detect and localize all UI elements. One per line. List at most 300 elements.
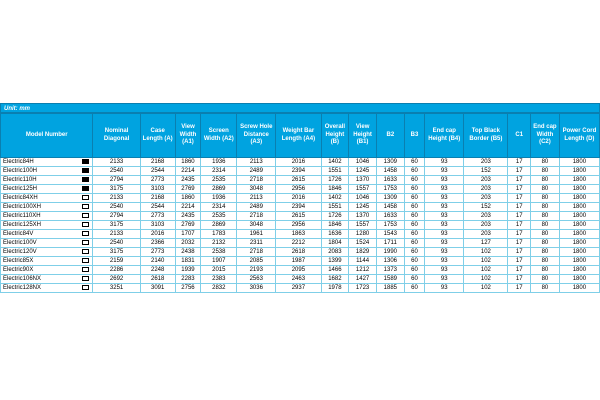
white-color-swatch: [82, 195, 89, 200]
value-cell: 2489: [237, 203, 276, 212]
value-cell: 2832: [201, 284, 237, 293]
value-cell: 2438: [175, 248, 201, 257]
value-cell: 1524: [349, 239, 377, 248]
table-row: [1, 248, 600, 257]
table-row: [1, 167, 600, 176]
value-cell: 2535: [201, 176, 237, 185]
value-cell: 1800: [559, 203, 599, 212]
value-cell: 2718: [237, 212, 276, 221]
value-cell: 1245: [349, 167, 377, 176]
value-cell: 2159: [93, 257, 140, 266]
value-cell: 1936: [201, 194, 237, 203]
value-cell: 2540: [93, 167, 140, 176]
value-cell: 1370: [349, 176, 377, 185]
value-cell: 93: [425, 284, 464, 293]
value-cell: 1907: [201, 257, 237, 266]
value-cell: 2956: [276, 185, 321, 194]
white-color-swatch: [82, 249, 89, 254]
value-cell: 93: [425, 266, 464, 275]
value-cell: 80: [531, 239, 560, 248]
value-cell: 1589: [376, 275, 404, 284]
value-cell: 3175: [93, 185, 140, 194]
white-color-swatch: [82, 258, 89, 263]
value-cell: 1543: [376, 230, 404, 239]
value-cell: 1458: [376, 203, 404, 212]
value-cell: 1212: [349, 266, 377, 275]
value-cell: 2140: [140, 257, 175, 266]
value-cell: 2773: [140, 176, 175, 185]
value-cell: 80: [531, 167, 560, 176]
model-cell: [1, 194, 93, 203]
model-name: Electric120V: [3, 249, 37, 255]
value-cell: 17: [508, 194, 531, 203]
value-cell: 17: [508, 185, 531, 194]
value-cell: 127: [464, 239, 508, 248]
column-header: View Width (A1): [175, 114, 201, 158]
value-cell: 1800: [559, 221, 599, 230]
model-name: Electric84XH: [3, 195, 38, 201]
value-cell: 2535: [201, 212, 237, 221]
value-cell: 2540: [93, 203, 140, 212]
value-cell: 2133: [93, 194, 140, 203]
value-cell: 2463: [276, 275, 321, 284]
value-cell: 93: [425, 176, 464, 185]
value-cell: 203: [464, 185, 508, 194]
value-cell: 3103: [140, 221, 175, 230]
value-cell: 102: [464, 275, 508, 284]
value-cell: 1800: [559, 230, 599, 239]
value-cell: 152: [464, 167, 508, 176]
value-cell: 1846: [321, 185, 349, 194]
white-color-swatch: [82, 276, 89, 281]
value-cell: 2956: [276, 221, 321, 230]
model-cell: [1, 248, 93, 257]
value-cell: 1402: [321, 158, 349, 167]
model-name: Electric84H: [3, 159, 34, 165]
value-cell: 17: [508, 158, 531, 167]
value-cell: 3091: [140, 284, 175, 293]
value-cell: 80: [531, 266, 560, 275]
value-cell: 1280: [349, 230, 377, 239]
value-cell: 2314: [201, 167, 237, 176]
value-cell: 2538: [201, 248, 237, 257]
column-header: View Height (B1): [349, 114, 377, 158]
value-cell: 93: [425, 248, 464, 257]
value-cell: 17: [508, 176, 531, 185]
value-cell: 1726: [321, 176, 349, 185]
value-cell: 2193: [237, 266, 276, 275]
value-cell: 60: [404, 185, 425, 194]
white-color-swatch: [82, 222, 89, 227]
model-name: Electric100H: [3, 168, 38, 174]
value-cell: 1633: [376, 212, 404, 221]
value-cell: 93: [425, 275, 464, 284]
value-cell: 17: [508, 230, 531, 239]
value-cell: 102: [464, 257, 508, 266]
model-cell: [1, 221, 93, 230]
table-row: [1, 158, 600, 167]
value-cell: 2435: [175, 176, 201, 185]
model-cell: [1, 167, 93, 176]
value-cell: 1863: [276, 230, 321, 239]
dimensions-table: [0, 113, 600, 293]
value-cell: 1557: [349, 221, 377, 230]
value-cell: 93: [425, 203, 464, 212]
value-cell: 2133: [93, 158, 140, 167]
value-cell: 2212: [276, 239, 321, 248]
value-cell: 1939: [175, 266, 201, 275]
value-cell: 1800: [559, 275, 599, 284]
value-cell: 60: [404, 266, 425, 275]
white-color-swatch: [82, 213, 89, 218]
value-cell: 1399: [321, 257, 349, 266]
value-cell: 1783: [201, 230, 237, 239]
black-color-swatch: [82, 186, 89, 191]
table-row: [1, 203, 600, 212]
black-color-swatch: [82, 168, 89, 173]
value-cell: 60: [404, 194, 425, 203]
value-cell: 60: [404, 257, 425, 266]
value-cell: 93: [425, 221, 464, 230]
value-cell: 1831: [175, 257, 201, 266]
value-cell: 2214: [175, 167, 201, 176]
model-name: Electric125XH: [3, 222, 42, 228]
white-color-swatch: [82, 267, 89, 272]
value-cell: 80: [531, 212, 560, 221]
value-cell: 17: [508, 167, 531, 176]
value-cell: 60: [404, 167, 425, 176]
value-cell: 93: [425, 212, 464, 221]
model-cell: [1, 284, 93, 293]
table-row: [1, 275, 600, 284]
value-cell: 2544: [140, 167, 175, 176]
value-cell: 17: [508, 212, 531, 221]
value-cell: 17: [508, 275, 531, 284]
value-cell: 1800: [559, 194, 599, 203]
model-name: Electric125H: [3, 186, 38, 192]
value-cell: 2168: [140, 158, 175, 167]
white-color-swatch: [82, 285, 89, 290]
value-cell: 60: [404, 284, 425, 293]
value-cell: 1800: [559, 167, 599, 176]
value-cell: 60: [404, 203, 425, 212]
value-cell: 1860: [175, 194, 201, 203]
value-cell: 60: [404, 230, 425, 239]
unit-label: Unit: mm: [0, 103, 600, 113]
column-header: End cap Width (C2): [531, 114, 560, 158]
table-row: [1, 230, 600, 239]
value-cell: 1846: [321, 221, 349, 230]
value-cell: 1373: [376, 266, 404, 275]
value-cell: 2544: [140, 203, 175, 212]
value-cell: 1800: [559, 266, 599, 275]
value-cell: 152: [464, 203, 508, 212]
value-cell: 93: [425, 257, 464, 266]
value-cell: 2085: [237, 257, 276, 266]
value-cell: 1800: [559, 212, 599, 221]
value-cell: 1753: [376, 221, 404, 230]
value-cell: 2718: [237, 176, 276, 185]
value-cell: 2015: [201, 266, 237, 275]
value-cell: 2016: [276, 194, 321, 203]
model-cell: [1, 239, 93, 248]
white-color-swatch: [82, 231, 89, 236]
value-cell: 3048: [237, 221, 276, 230]
model-name: Electric90X: [3, 267, 34, 273]
value-cell: 1466: [321, 266, 349, 275]
value-cell: 17: [508, 266, 531, 275]
value-cell: 203: [464, 212, 508, 221]
value-cell: 2869: [201, 221, 237, 230]
value-cell: 203: [464, 194, 508, 203]
value-cell: 1987: [276, 257, 321, 266]
value-cell: 102: [464, 284, 508, 293]
value-cell: 1144: [349, 257, 377, 266]
spec-sheet: [0, 103, 600, 293]
value-cell: 1633: [376, 176, 404, 185]
value-cell: 2113: [237, 158, 276, 167]
value-cell: 2168: [140, 194, 175, 203]
value-cell: 60: [404, 275, 425, 284]
table-row: [1, 266, 600, 275]
value-cell: 3251: [93, 284, 140, 293]
value-cell: 80: [531, 230, 560, 239]
model-name: Electric110XH: [3, 213, 41, 219]
value-cell: 60: [404, 176, 425, 185]
value-cell: 2794: [93, 212, 140, 221]
model-name: Electric110H: [3, 177, 37, 183]
white-color-swatch: [82, 204, 89, 209]
model-cell: [1, 158, 93, 167]
value-cell: 17: [508, 239, 531, 248]
model-cell: [1, 230, 93, 239]
value-cell: 1885: [376, 284, 404, 293]
value-cell: 80: [531, 194, 560, 203]
value-cell: 1402: [321, 194, 349, 203]
value-cell: 2133: [93, 230, 140, 239]
value-cell: 2618: [140, 275, 175, 284]
value-cell: 2113: [237, 194, 276, 203]
table-row: [1, 185, 600, 194]
value-cell: 80: [531, 248, 560, 257]
value-cell: 3048: [237, 185, 276, 194]
value-cell: 1829: [349, 248, 377, 257]
value-cell: 17: [508, 221, 531, 230]
value-cell: 203: [464, 221, 508, 230]
value-cell: 93: [425, 158, 464, 167]
model-cell: [1, 212, 93, 221]
value-cell: 1726: [321, 212, 349, 221]
value-cell: 2214: [175, 203, 201, 212]
value-cell: 1636: [321, 230, 349, 239]
column-header: Screen Width (A2): [201, 114, 237, 158]
model-cell: [1, 203, 93, 212]
value-cell: 2435: [175, 212, 201, 221]
value-cell: 93: [425, 167, 464, 176]
value-cell: 1245: [349, 203, 377, 212]
value-cell: 1990: [376, 248, 404, 257]
column-header: Overall Height (B): [321, 114, 349, 158]
value-cell: 1557: [349, 185, 377, 194]
value-cell: 1551: [321, 167, 349, 176]
value-cell: 93: [425, 194, 464, 203]
value-cell: 2869: [201, 185, 237, 194]
value-cell: 80: [531, 203, 560, 212]
value-cell: 2615: [276, 176, 321, 185]
value-cell: 2692: [93, 275, 140, 284]
model-cell: [1, 176, 93, 185]
column-header: Top Black Border (B5): [464, 114, 508, 158]
value-cell: 2563: [237, 275, 276, 284]
column-header: Nominal Diagonal: [93, 114, 140, 158]
value-cell: 2016: [276, 158, 321, 167]
value-cell: 2769: [175, 221, 201, 230]
column-header: Power Cord Length (D): [559, 114, 599, 158]
model-name: Electric106NX: [3, 276, 42, 282]
table-row: [1, 284, 600, 293]
value-cell: 1309: [376, 158, 404, 167]
model-cell: [1, 266, 93, 275]
header-row: [1, 114, 600, 158]
value-cell: 1370: [349, 212, 377, 221]
model-name: Electric100V: [3, 240, 37, 246]
table-row: [1, 176, 600, 185]
value-cell: 80: [531, 221, 560, 230]
value-cell: 2937: [276, 284, 321, 293]
column-header: Weight Bar Length (A4): [276, 114, 321, 158]
value-cell: 1860: [175, 158, 201, 167]
value-cell: 2773: [140, 248, 175, 257]
value-cell: 3036: [237, 284, 276, 293]
value-cell: 80: [531, 275, 560, 284]
value-cell: 1978: [321, 284, 349, 293]
value-cell: 2394: [276, 167, 321, 176]
value-cell: 2773: [140, 212, 175, 221]
value-cell: 80: [531, 158, 560, 167]
value-cell: 1800: [559, 248, 599, 257]
value-cell: 1800: [559, 239, 599, 248]
value-cell: 1707: [175, 230, 201, 239]
value-cell: 2366: [140, 239, 175, 248]
value-cell: 80: [531, 257, 560, 266]
value-cell: 2618: [276, 248, 321, 257]
value-cell: 203: [464, 176, 508, 185]
value-cell: 60: [404, 239, 425, 248]
table-row: [1, 194, 600, 203]
value-cell: 1046: [349, 158, 377, 167]
value-cell: 1723: [349, 284, 377, 293]
value-cell: 17: [508, 248, 531, 257]
value-cell: 80: [531, 185, 560, 194]
value-cell: 1309: [376, 194, 404, 203]
value-cell: 93: [425, 239, 464, 248]
value-cell: 2540: [93, 239, 140, 248]
table-row: [1, 212, 600, 221]
black-color-swatch: [82, 159, 89, 164]
value-cell: 1800: [559, 185, 599, 194]
value-cell: 102: [464, 266, 508, 275]
value-cell: 2132: [201, 239, 237, 248]
model-name: Electric84V: [3, 231, 34, 237]
value-cell: 2794: [93, 176, 140, 185]
value-cell: 3103: [140, 185, 175, 194]
value-cell: 2311: [237, 239, 276, 248]
column-header: C1: [508, 114, 531, 158]
value-cell: 80: [531, 284, 560, 293]
value-cell: 60: [404, 221, 425, 230]
value-cell: 1936: [201, 158, 237, 167]
value-cell: 93: [425, 185, 464, 194]
value-cell: 2394: [276, 203, 321, 212]
table-row: [1, 257, 600, 266]
value-cell: 3175: [93, 248, 140, 257]
value-cell: 2489: [237, 167, 276, 176]
value-cell: 60: [404, 212, 425, 221]
value-cell: 1800: [559, 284, 599, 293]
value-cell: 1427: [349, 275, 377, 284]
value-cell: 2383: [201, 275, 237, 284]
value-cell: 2283: [175, 275, 201, 284]
value-cell: 1458: [376, 167, 404, 176]
column-header: End cap Height (B4): [425, 114, 464, 158]
value-cell: 203: [464, 158, 508, 167]
value-cell: 2032: [175, 239, 201, 248]
value-cell: 203: [464, 230, 508, 239]
column-header: B3: [404, 114, 425, 158]
value-cell: 17: [508, 284, 531, 293]
value-cell: 2016: [140, 230, 175, 239]
value-cell: 1800: [559, 257, 599, 266]
value-cell: 1306: [376, 257, 404, 266]
model-name: Electric100XH: [3, 204, 42, 210]
column-header: Model Number: [1, 114, 93, 158]
value-cell: 2083: [321, 248, 349, 257]
value-cell: 102: [464, 248, 508, 257]
model-cell: [1, 185, 93, 194]
column-header: B2: [376, 114, 404, 158]
model-name: Electric128NX: [3, 285, 42, 291]
value-cell: 2095: [276, 266, 321, 275]
value-cell: 80: [531, 176, 560, 185]
model-name: Electric85X: [3, 258, 34, 264]
value-cell: 2286: [93, 266, 140, 275]
value-cell: 2248: [140, 266, 175, 275]
value-cell: 1682: [321, 275, 349, 284]
value-cell: 1961: [237, 230, 276, 239]
value-cell: 2769: [175, 185, 201, 194]
value-cell: 3175: [93, 221, 140, 230]
value-cell: 2615: [276, 212, 321, 221]
table-row: [1, 221, 600, 230]
black-color-swatch: [82, 177, 89, 182]
value-cell: 1753: [376, 185, 404, 194]
value-cell: 1046: [349, 194, 377, 203]
value-cell: 17: [508, 203, 531, 212]
value-cell: 1800: [559, 176, 599, 185]
value-cell: 1551: [321, 203, 349, 212]
value-cell: 1804: [321, 239, 349, 248]
value-cell: 60: [404, 158, 425, 167]
table-row: [1, 239, 600, 248]
value-cell: 2314: [201, 203, 237, 212]
white-color-swatch: [82, 240, 89, 245]
column-header: Screw Hole Distance (A3): [237, 114, 276, 158]
value-cell: 1800: [559, 158, 599, 167]
value-cell: 2756: [175, 284, 201, 293]
value-cell: 17: [508, 257, 531, 266]
value-cell: 1711: [376, 239, 404, 248]
value-cell: 60: [404, 248, 425, 257]
